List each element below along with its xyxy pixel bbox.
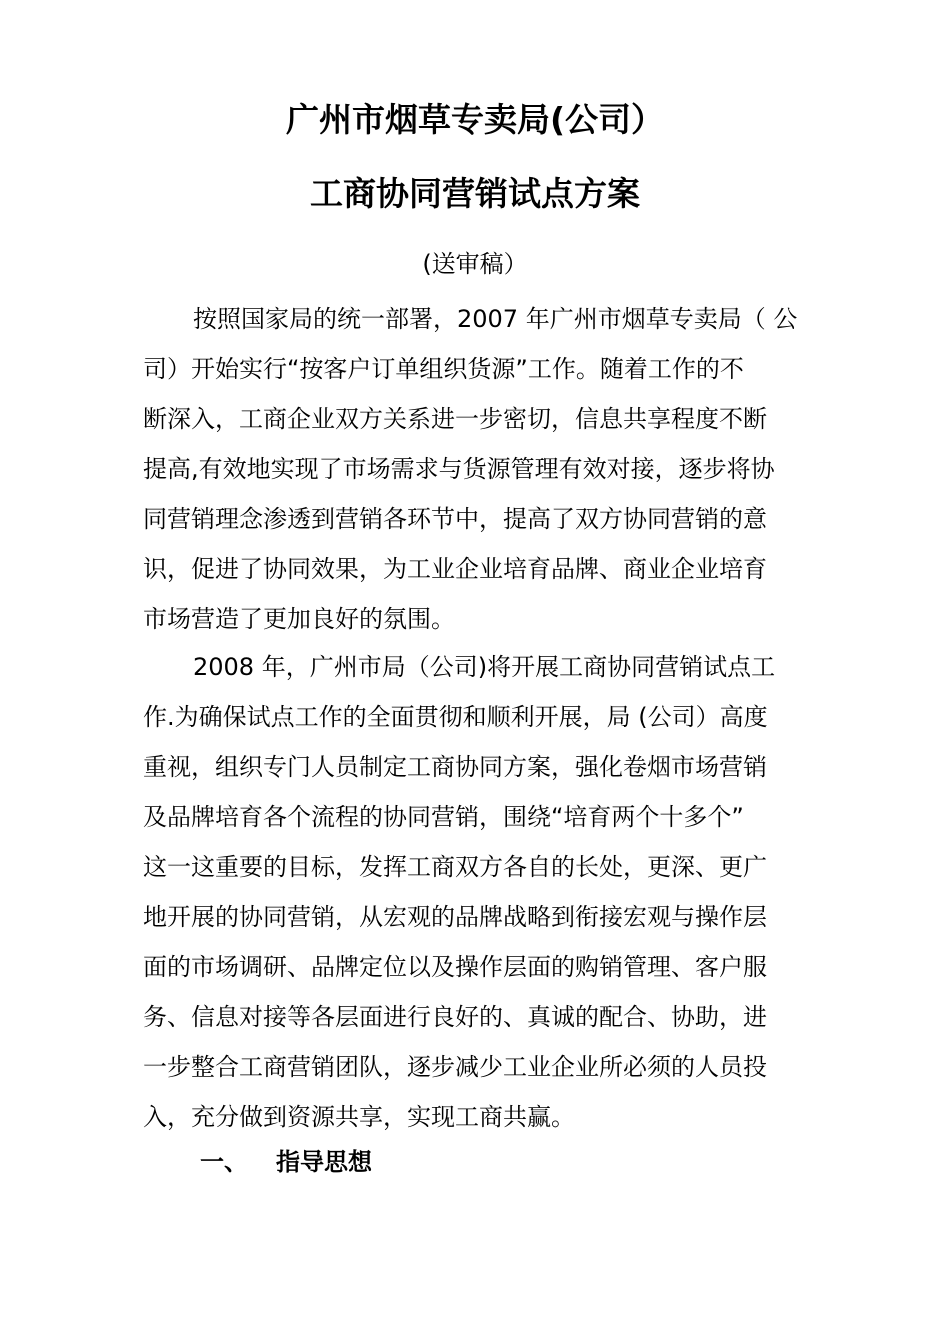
- document-title-line-1: 广州市烟草专卖局(公司）: [285, 100, 665, 139]
- paragraph-line: 一步整合工商营销团队，逐步减少工业企业所必须的人员投: [143, 1053, 767, 1081]
- paragraph-line: 地开展的协同营销，从宏观的品牌战略到衔接宏观与操作层: [143, 903, 767, 931]
- paragraph-line: 断深入，工商企业双方关系进一步密切，信息共享程度不断: [143, 405, 767, 433]
- paragraph-pilot-2008: [143, 642, 807, 1142]
- paragraph-line: 2008 年，广州市局（公司)将开展工商协同营销试点工: [193, 653, 776, 681]
- paragraph-line: 司）开始实行“按客户订单组织货源”工作。随着工作的不: [143, 355, 744, 383]
- paragraph-line: 作.为确保试点工作的全面贯彻和顺利开展，局 (公司）高度: [143, 703, 768, 731]
- document-title-line-2: 工商协同营销试点方案: [310, 174, 640, 213]
- paragraph-line: 重视，组织专门人员制定工商协同方案，强化卷烟市场营销: [143, 753, 767, 781]
- section-title: 指导思想: [276, 1148, 372, 1176]
- document-subtitle: (送审稿）: [422, 250, 528, 278]
- paragraph-line: 入，充分做到资源共享，实现工商共赢。: [143, 1103, 575, 1131]
- paragraph-line: 同营销理念渗透到营销各环节中，提高了双方协同营销的意: [143, 505, 767, 533]
- paragraph-line: 提高,有效地实现了市场需求与货源管理有效对接，逐步将协: [143, 455, 775, 483]
- paragraph-line: 识，促进了协同效果，为工业企业培育品牌、商业企业培育: [143, 555, 767, 583]
- paragraph-intro: [143, 294, 807, 644]
- paragraph-line: 面的市场调研、品牌定位以及操作层面的购销管理、客户服: [143, 953, 767, 981]
- paragraph-line: 务、信息对接等各层面进行良好的、真诚的配合、协助，进: [143, 1003, 767, 1031]
- paragraph-line: 市场营造了更加良好的氛围。: [143, 605, 455, 633]
- section-number: 一、: [200, 1148, 248, 1176]
- paragraph-line: 按照国家局的统一部署，2007 年广州市烟草专卖局（ 公: [193, 305, 798, 333]
- paragraph-line: 这一这重要的目标，发挥工商双方各自的长处，更深、更广: [143, 853, 767, 881]
- paragraph-line: 及品牌培育各个流程的协同营销，围绕“培育两个十多个”: [143, 803, 744, 831]
- section-heading-guiding-ideology: [200, 1140, 372, 1184]
